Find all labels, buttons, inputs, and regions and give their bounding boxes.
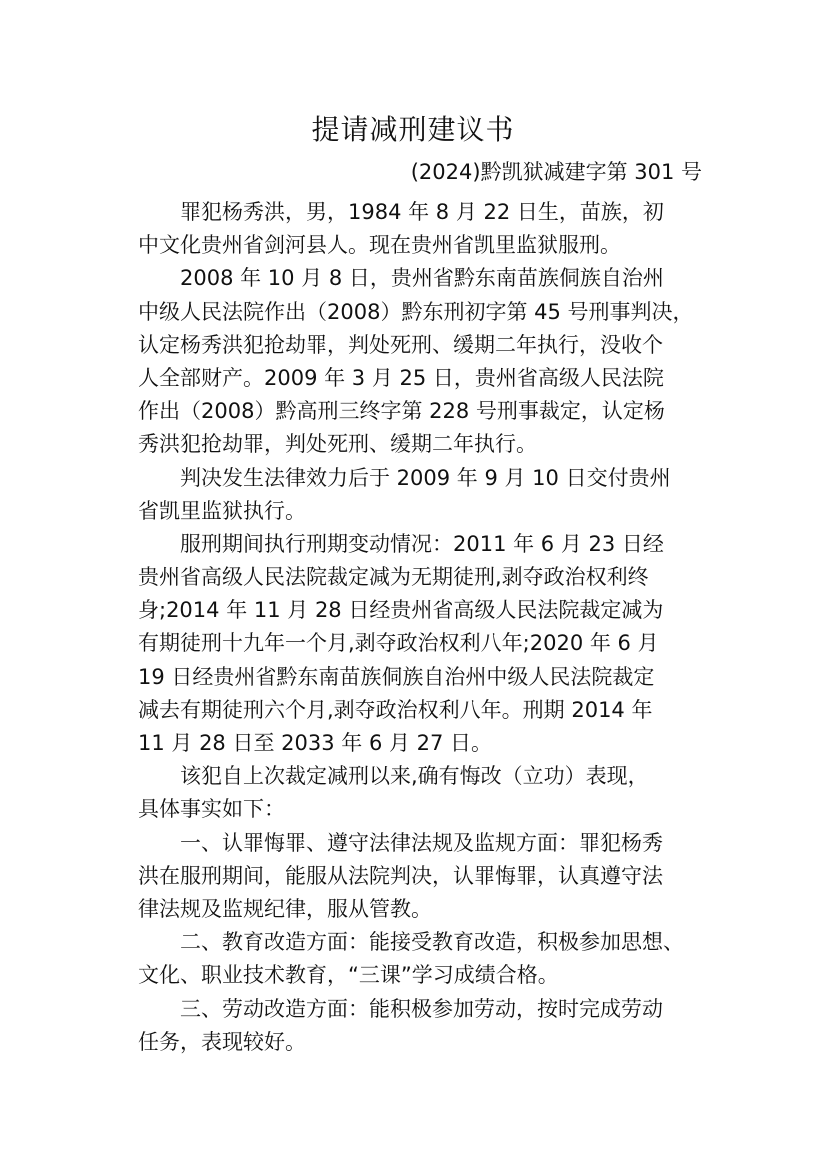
body-line: 中文化贵州省剑河县人。现在贵州省凯里监狱服刑。: [138, 233, 621, 258]
body-line: 11 月 28 日至 2033 年 6 月 27 日。: [138, 731, 493, 755]
body-line: 秀洪犯抢劫罪，判处死刑、缓期二年执行。: [138, 432, 537, 457]
body-line: 作出（2008）黔高刑三终字第 228 号刑事裁定，认定杨: [138, 399, 665, 424]
body-line: 有期徒刑十九年一个月,剥夺政治权利八年;2020 年 6 月: [138, 631, 659, 656]
body-line: 三、劳动改造方面：能积极参加劳动，按时完成劳动: [180, 996, 663, 1021]
document-number: (2024)黔凯狱减建字第 301 号: [410, 160, 702, 184]
body-line: 具体事实如下：: [138, 797, 285, 822]
body-line: 2008 年 10 月 8 日，贵州省黔东南苗族侗族自治州: [180, 266, 664, 291]
body-line: 19 日经贵州省黔东南苗族侗族自治州中级人民法院裁定: [138, 664, 655, 689]
body-line: 贵州省高级人民法院裁定减为无期徒刑,剥夺政治权利终: [138, 565, 649, 590]
body-line: 省凯里监狱执行。: [138, 498, 306, 523]
body-line: 任务，表现较好。: [138, 1029, 306, 1054]
body-line: 洪在服刑期间，能服从法院判决，认罪悔罪，认真遵守法: [138, 863, 663, 888]
body-line: 人全部财产。2009 年 3 月 25 日，贵州省高级人民法院: [138, 365, 664, 390]
body-line: 罪犯杨秀洪，男，1984 年 8 月 22 日生，苗族，初: [180, 200, 664, 224]
body-line: 该犯自上次裁定减刑以来,确有悔改（立功）表现，: [180, 764, 649, 789]
body-line: 文化、职业技术教育，“三课”学习成绩合格。: [138, 963, 559, 988]
body-line: 一、认罪悔罪、遵守法律法规及监规方面：罪犯杨秀: [180, 830, 663, 855]
body-line: 认定杨秀洪犯抢劫罪，判处死刑、缓期二年执行，没收个: [138, 332, 663, 357]
body-line: 二、教育改造方面：能接受教育改造，积极参加思想、: [180, 930, 684, 955]
body-line: 身;2014 年 11 月 28 日经贵州省高级人民法院裁定减为: [138, 598, 664, 623]
body-line: 减去有期徒刑六个月,剥夺政治权利八年。刑期 2014 年: [138, 697, 653, 722]
document-title: 提请减刑建议书: [311, 113, 515, 146]
body-line: 判决发生法律效力后于 2009 年 9 月 10 日交付贵州: [180, 465, 671, 490]
document-body: [138, 196, 704, 1059]
body-line: 律法规及监规纪律，服从管教。: [138, 896, 432, 921]
body-line: 中级人民法院作出（2008）黔东刑初字第 45 号刑事判决，: [138, 299, 694, 324]
body-line: 服刑期间执行刑期变动情况：2011 年 6 月 23 日经: [180, 531, 664, 556]
